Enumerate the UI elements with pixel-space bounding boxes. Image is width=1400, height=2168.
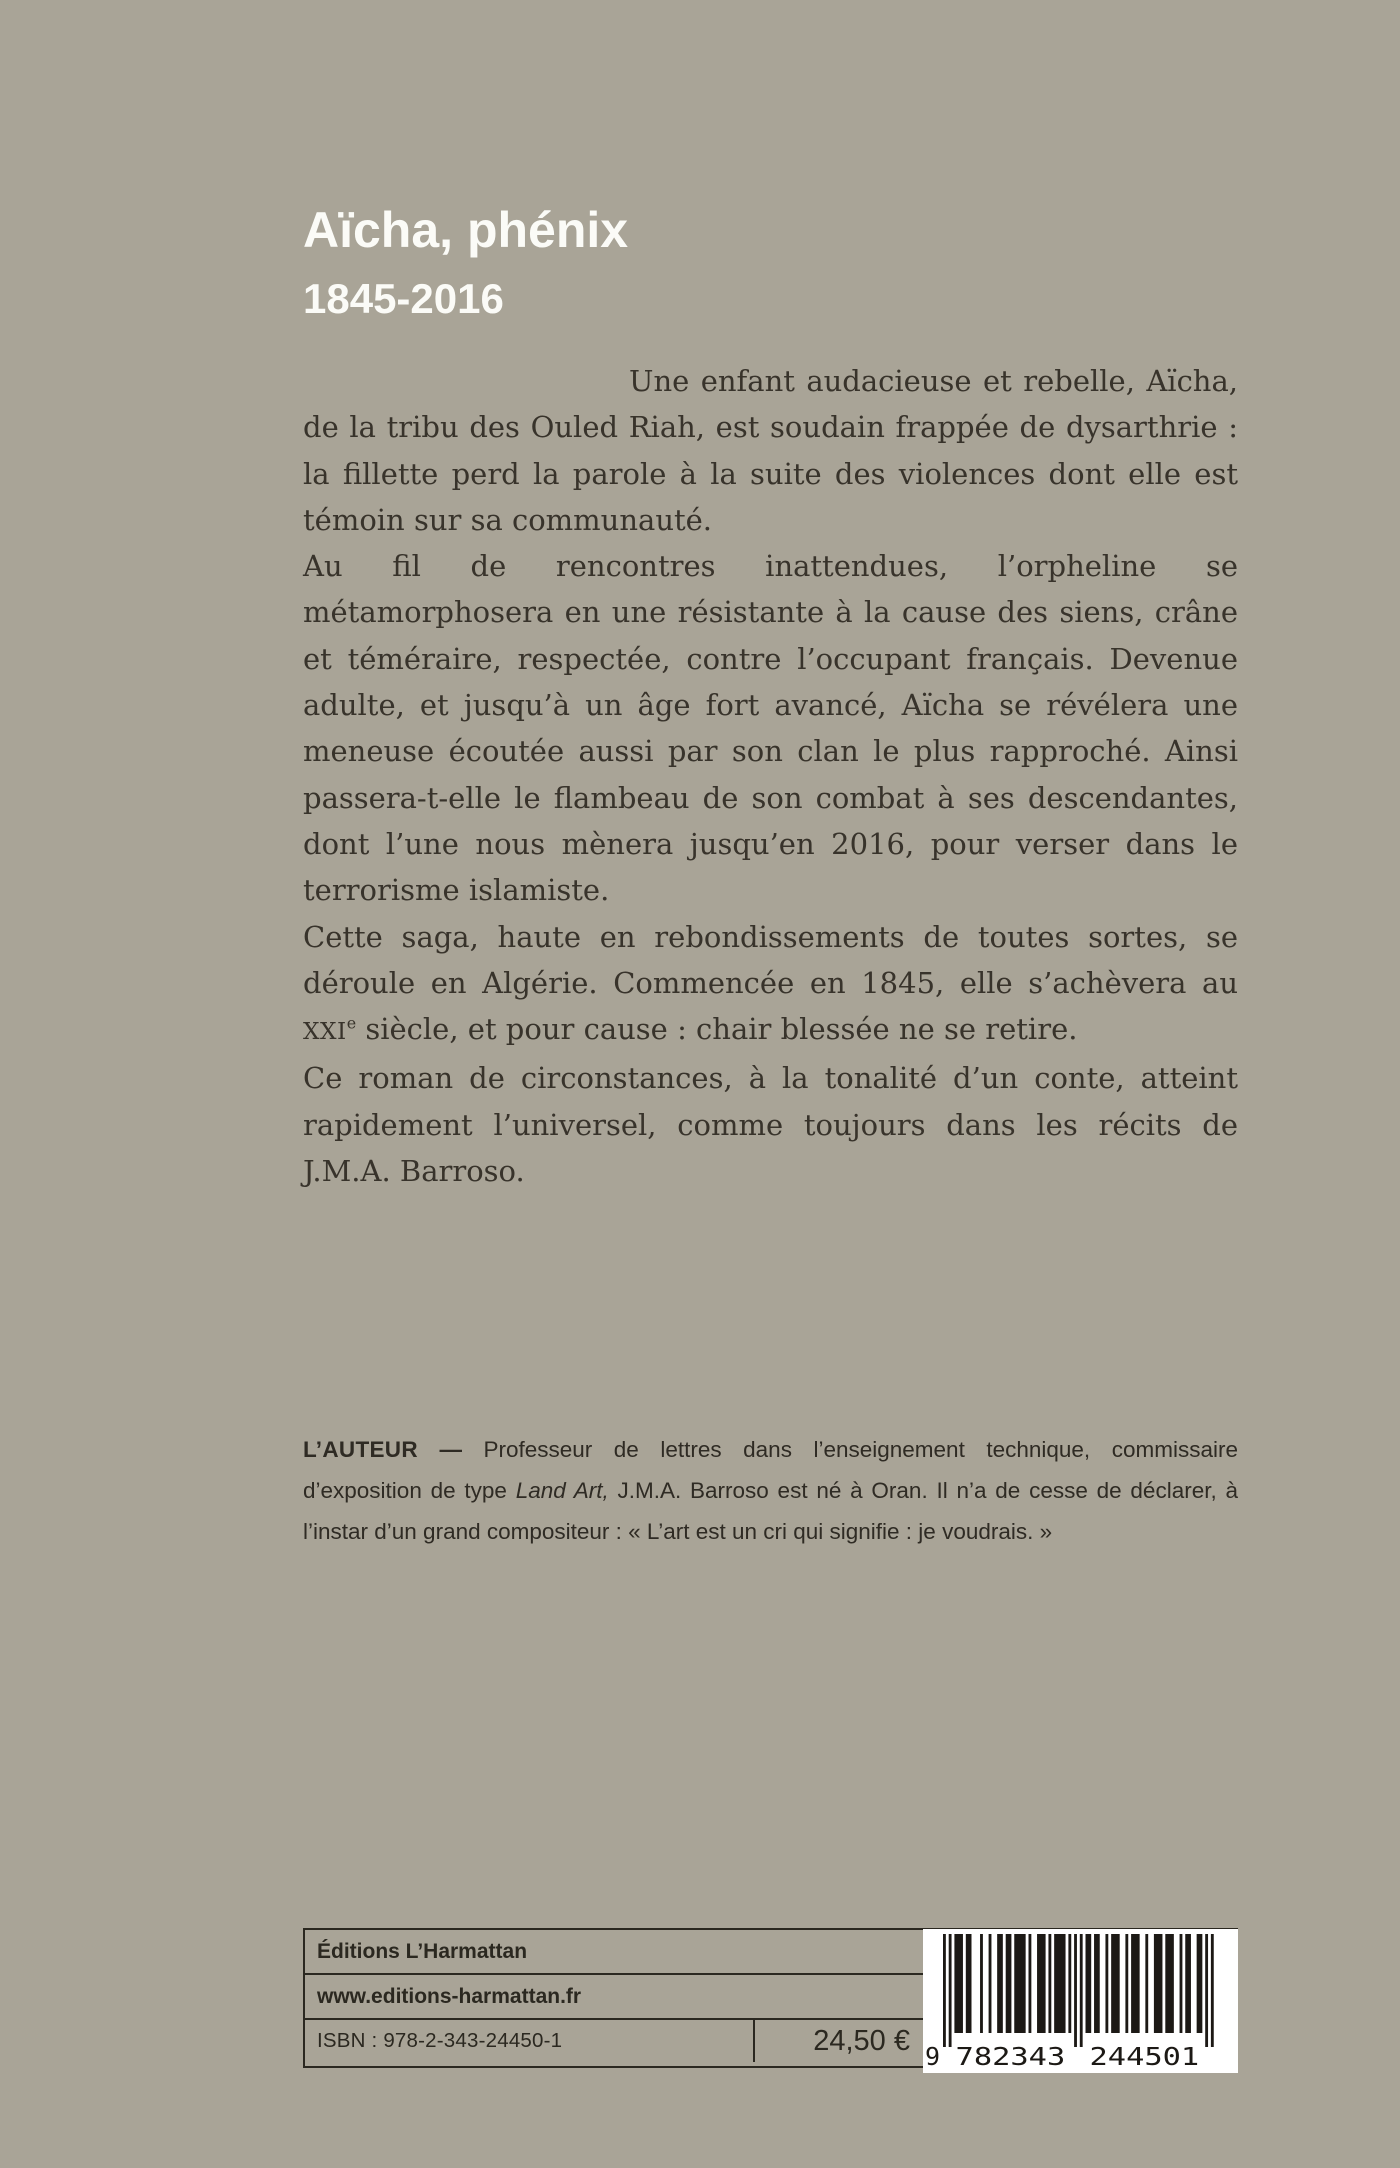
synopsis-paragraph-4: Ce roman de circonstances, à la tonalité d’un conte, atteint rapidement l’universel, comme toujours dans les récits de J.M.A. Barroso.	[303, 1061, 1238, 1189]
synopsis-paragraph-1: Une enfant audacieuse et rebelle, Aïcha, de la tribu des Ouled Riah, est soudain frappée de dysarthrie : la fillette perd la parole à la suite des violences dont elle est témoin sur sa communauté.	[303, 364, 1238, 537]
svg-text:782343: 782343	[955, 2042, 1066, 2071]
ean13-barcode	[923, 1929, 1238, 2073]
book-subtitle: 1845-2016	[303, 275, 504, 322]
price-value: 24,50 €	[813, 2024, 910, 2057]
synopsis-paragraph-3	[303, 914, 1238, 1056]
isbn-value: ISBN : 978-2-343-24450-1	[317, 2029, 563, 2052]
isbn-cell	[305, 2020, 755, 2062]
author-bio-end: J.M.A. Barroso est né à Oran. Il n’a de cesse de déclarer, à l’instar d’un grand compositeur : « L’art est un cri qui signifie : je voudrais. »	[303, 1478, 1239, 1544]
synopsis-paragraph-3-end: siècle, et pour cause : chair blessée ne se retire.	[356, 1012, 1078, 1047]
synopsis	[303, 358, 1238, 1194]
author-section	[303, 1429, 1238, 1552]
author-label: L’AUTEUR	[303, 1437, 418, 1462]
synopsis-paragraph-3-text: Cette saga, haute en rebondissements de toutes sortes, se déroule en Algérie. Commencée en 1845, elle s’achèvera au	[303, 919, 1238, 1000]
century-small-caps: XXI	[303, 1018, 347, 1046]
author-bio-italic: Land Art,	[515, 1478, 609, 1503]
century-superscript: e	[346, 1013, 357, 1033]
book-title: Aïcha, phénix	[303, 202, 629, 258]
svg-text:244501: 244501	[1089, 2042, 1200, 2071]
publisher-name: Éditions L’Harmattan	[317, 1939, 528, 1963]
svg-text:9: 9	[925, 2042, 941, 2071]
author-bio-start: Professeur de lettres dans l’enseignement technique, commissaire d’exposition de type	[303, 1437, 1238, 1503]
author-dash: —	[439, 1437, 462, 1462]
publisher-website: www.editions-harmattan.fr	[317, 1984, 582, 2008]
synopsis-paragraph-2: Au fil de rencontres inattendues, l’orpheline se métamorphosera en une résistante à la cause des siens, crâne et téméraire, respectée, contre l’occupant français. Devenue adulte, et jusqu’à un âge fort avancé, Aïcha se révélera une meneuse écoutée aussi par son clan le plus rapproché. Ainsi passera-t-elle le flambeau de son combat à ses descendantes, dont l’une nous mènera jusqu’en 2016, pour verser dans le terrorisme islamiste.	[303, 549, 1238, 908]
barcode-block	[923, 1929, 1238, 2073]
